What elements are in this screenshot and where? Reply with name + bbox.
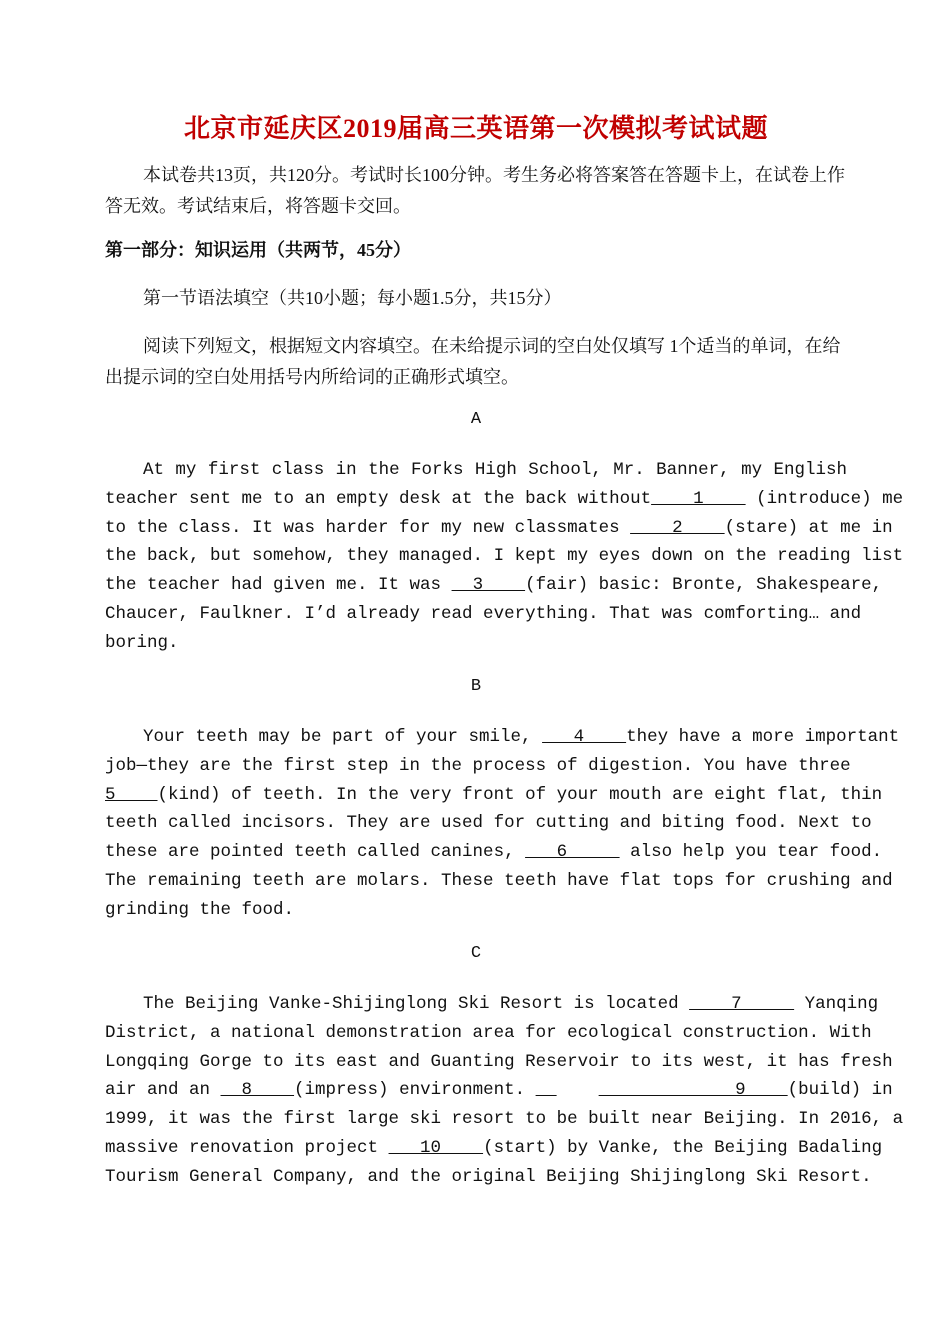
blank-1[interactable]: 1 [651, 488, 746, 509]
blank-9-lead [536, 1080, 557, 1100]
blank-6[interactable]: 6 [525, 842, 620, 863]
exam-intro: 本试卷共13页，共120分。考试时长100分钟。考生务必将答案答在答题卡上，在试卷上作答无效。考试结束后，将答题卡交回。 [105, 165, 845, 216]
passage-line [105, 781, 883, 810]
passage-line [105, 514, 893, 543]
text: air and an [105, 1080, 221, 1101]
blank-4[interactable]: 4 [542, 727, 627, 747]
passage-b [105, 723, 900, 925]
passage-line: the back, but somehow, they managed. I kept my eyes down on the reading list [105, 546, 904, 567]
text: (stare) at me in [724, 517, 893, 538]
passage-line: Longqing Gorge to its east and Guanting Reservoir to its west, it has fresh [105, 1051, 893, 1072]
passage-c-letter: C [470, 944, 482, 963]
instructions: 阅读下列短文，根据短文内容填空。在未给提示词的空白处仅填写 1个适当的单词，在给出提示词的空白处用括号内所给词的正确形式填空。 [105, 336, 841, 387]
section-one-heading: 第一节语法填空（共10小题；每小题1.5分，共15分） [143, 288, 562, 308]
passage-line: 1999, it was the first large ski resort to be built near Beijing. In 2016, a [105, 1109, 904, 1130]
text: (fair) basic: Bronte, Shakespeare, [525, 575, 883, 596]
blank-8[interactable]: 8 [220, 1080, 295, 1101]
passage-line: job—they are the first step in the process of digestion. You have three [105, 755, 851, 776]
page-title: 北京市延庆区2019届高三英语第一次模拟考试试题 [183, 114, 768, 143]
passage-line: grinding the food. [105, 899, 295, 920]
text: Your teeth may be part of your smile, [143, 727, 543, 747]
passage-line [105, 1076, 893, 1105]
text: (impress) environment. [294, 1080, 536, 1101]
text: the teacher had given me. It was [105, 575, 452, 596]
passage-a [105, 456, 904, 658]
passage-line: At my first class in the Forks High School, Mr. Banner, my English [143, 460, 847, 480]
passage-line: Tourism General Company, and the original Beijing Shijinglong Ski Resort. [105, 1166, 872, 1187]
text: teacher sent me to an empty desk at the back without [105, 488, 652, 509]
text: (build) in [787, 1080, 893, 1101]
text: massive renovation project [105, 1137, 389, 1158]
text: to the class. It was harder for my new classmates [105, 517, 631, 538]
text: they have a more important [626, 727, 900, 747]
text: (start) by Vanke, the Beijing Badaling [483, 1137, 883, 1158]
blank-2[interactable]: 2 [630, 517, 725, 538]
passage-line [105, 1134, 883, 1163]
text: also help you tear food. [619, 842, 883, 863]
part-one-heading: 第一部分：知识运用（共两节，45分） [105, 240, 411, 260]
text: Yanqing [794, 994, 879, 1014]
passage-line [105, 990, 879, 1019]
passage-a-letter: A [470, 410, 482, 429]
passage-line: The remaining teeth are molars. These teeth have flat tops for crushing and [105, 870, 893, 891]
passage-line: boring. [105, 632, 179, 653]
passage-b-letter: B [470, 677, 482, 696]
spacer [557, 1080, 599, 1100]
text: The Beijing Vanke-Shijinglong Ski Resort is located [143, 994, 690, 1014]
blank-7[interactable]: 7 [689, 994, 795, 1014]
passage-line [105, 571, 883, 600]
blank-9[interactable]: 9 [598, 1080, 788, 1101]
text: (introduce) me [745, 488, 904, 509]
blank-5[interactable]: 5 [105, 784, 158, 805]
blank-3[interactable]: 3 [451, 575, 526, 596]
text: (kind) of teeth. In the very front of your mouth are eight flat, thin [157, 784, 883, 805]
passage-line [105, 838, 883, 867]
text: these are pointed teeth called canines, [105, 842, 526, 863]
passage-line: Chaucer, Faulkner. I’d already read everything. That was comforting… and [105, 603, 862, 624]
passage-line: District, a national demonstration area for ecological construction. With [105, 1022, 872, 1043]
passage-line [105, 723, 900, 752]
passage-line [105, 485, 904, 514]
passage-line: teeth called incisors. They are used for cutting and biting food. Next to [105, 813, 872, 834]
blank-10[interactable]: 10 [388, 1137, 484, 1158]
passage-c [105, 990, 904, 1192]
